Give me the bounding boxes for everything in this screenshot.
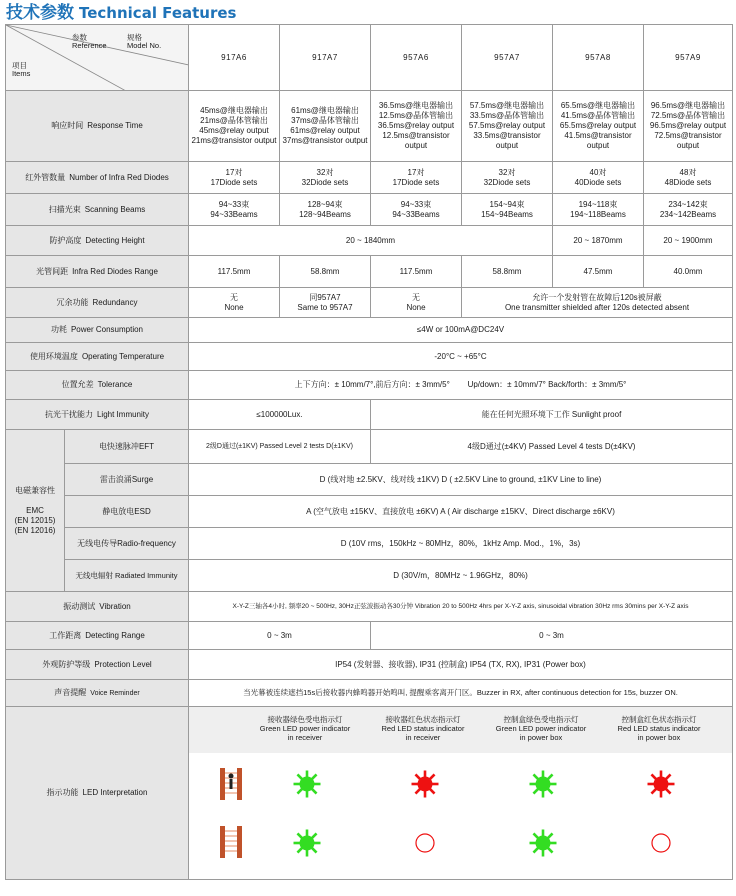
cell-led (189, 707, 733, 880)
cell-beams: 94~33束 94~33Beams (371, 194, 462, 226)
header-model-no: 规格 Model No. (127, 33, 162, 50)
cell-surge: D (线对地 ±2.5KV、线对线 ±1KV) D ( ±2.5KV Line to ground, ±1KV Line to line) (189, 464, 733, 496)
led-green-on-icon (528, 769, 558, 799)
caption-box-red: 控制盒红色状态指示灯 Red LED status indicator in power box (617, 715, 701, 742)
label-height: 防护高度 Detecting Height (6, 226, 189, 256)
cell-beams: 94~33束 94~33Beams (189, 194, 280, 226)
cell-protection: IP54 (发射器、接收器), IP31 (控制盒) IP54 (TX, RX), IP31 (Power box) (189, 650, 733, 680)
cell-redundancy: 无 None (371, 288, 462, 318)
led-red-off-icon (410, 828, 440, 858)
header-row (6, 25, 733, 91)
cell-distance-a: 0 ~ 3m (189, 622, 371, 650)
label-beams: 扫描光束 Scanning Beams (6, 194, 189, 226)
led-green-on-icon (528, 828, 558, 858)
label-surge: 雷击浪涌Surge (65, 464, 189, 496)
row-beams (6, 194, 733, 226)
cell-range: 58.8mm (280, 256, 371, 288)
cell-height-a: 20 ~ 1840mm (189, 226, 553, 256)
led-red-on-icon (410, 769, 440, 799)
row-vibration (6, 592, 733, 622)
row-redundancy (6, 288, 733, 318)
label-power: 功耗 Power Consumption (6, 318, 189, 343)
label-range: 光管间距 Infra Red Diodes Range (6, 256, 189, 288)
label-distance: 工作距离 Detecting Range (6, 622, 189, 650)
row-voice (6, 680, 733, 707)
row-radiated (6, 560, 733, 592)
cell-range: 117.5mm (189, 256, 280, 288)
cell-vibration: X-Y-Z三轴各4小时, 频率20 ~ 500Hz, 30Hz正弦波振动各30分钟 Vibration 20 to 500Hz 4hrs per X-Y-Z axis, sinusoidal vibration 30Hz rms 30mins per X-Y-Z axis (189, 592, 733, 622)
model-957a6: 957A6 (371, 25, 462, 91)
light-curtain-blocked-icon (219, 767, 243, 801)
label-esd: 静电放电ESD (65, 496, 189, 528)
cell-beams: 234~142束 234~142Beams (644, 194, 733, 226)
label-light: 抗光干扰能力 Light Immunity (6, 400, 189, 430)
caption-box-green: 控制盒绿色受电指示灯 Green LED power indicator in power box (495, 715, 587, 742)
label-response-time: 响应时间 Response Time (6, 91, 189, 162)
label-vibration: 振动测试 Vibration (6, 592, 189, 622)
model-917a7: 917A7 (280, 25, 371, 91)
header-items: 项目 Items (12, 61, 31, 78)
row-response-time (6, 91, 733, 162)
row-distance (6, 622, 733, 650)
cell-range: 40.0mm (644, 256, 733, 288)
label-led: 指示功能 LED Interpretation (6, 707, 189, 880)
cell-light-a: ≤100000Lux. (189, 400, 371, 430)
cell-range: 58.8mm (462, 256, 553, 288)
cell-power: ≤4W or 100mA@DC24V (189, 318, 733, 343)
cell-diodes: 17对 17Diode sets (371, 162, 462, 194)
led-panel (189, 707, 732, 879)
label-radio-frequency: 无线电传导Radio-frequency (65, 528, 189, 560)
cell-response: 65.5ms@继电器输出 41.5ms@晶体管输出 65.5ms@relay output 41.5ms@transistor output (553, 91, 644, 162)
light-curtain-clear-icon (219, 825, 243, 859)
label-eft: 电快速脉冲EFT (65, 430, 189, 464)
cell-redundancy: 同957A7 Same to 957A7 (280, 288, 371, 318)
cell-radio-frequency: D (10V rms，150kHz ~ 80MHz，80%，1kHz Amp. Mod.，1%，3s) (189, 528, 733, 560)
cell-height-c: 20 ~ 1900mm (644, 226, 733, 256)
cell-response: 61ms@继电器输出 37ms@晶体管输出 61ms@relay output 37ms@transistor output (280, 91, 371, 162)
model-957a8: 957A8 (553, 25, 644, 91)
cell-voice: 当光幕被连续遮挡15s后接收器内蜂鸣器开始鸣叫, 提醒乘客离开门区。Buzzer in RX, after continuous detection for 15s, buzzer ON. (189, 680, 733, 707)
row-esd (6, 496, 733, 528)
caption-rx-green: 接收器绿色受电指示灯 Green LED power indicator in receiver (259, 715, 351, 742)
cell-tolerance: 上下方向：± 10mm/7°,前后方向：± 3mm/5° Up/down：± 10mm/7° Back/forth：± 3mm/5° (189, 371, 733, 400)
cell-range: 47.5mm (553, 256, 644, 288)
cell-response: 96.5ms@继电器输出 72.5ms@晶体管输出 96.5ms@relay output 72.5ms@transistor output (644, 91, 733, 162)
header-corner (6, 25, 189, 91)
led-red-on-icon (646, 769, 676, 799)
label-radiated: 无线电辐射 Radiated Immunity (65, 560, 189, 592)
cell-beams: 128~94束 128~94Beams (280, 194, 371, 226)
cell-beams: 154~94束 154~94Beams (462, 194, 553, 226)
header-reference: 参数 Reference (72, 33, 107, 50)
cell-height-b: 20 ~ 1870mm (553, 226, 644, 256)
label-voice: 声音提醒 Voice Reminder (6, 680, 189, 707)
model-957a7: 957A7 (462, 25, 553, 91)
page-title (6, 2, 236, 24)
label-protection: 外观防护等级 Protection Level (6, 650, 189, 680)
led-green-on-icon (292, 828, 322, 858)
caption-rx-red: 接收器红色状态指示灯 Red LED status indicator in receiver (381, 715, 465, 742)
cell-esd: A (空气放电 ±15KV、直接放电 ±6KV) A ( Air discharge ±15KV、Direct discharge ±6KV) (189, 496, 733, 528)
cell-radiated: D (30V/m，80MHz ~ 1.96GHz，80%) (189, 560, 733, 592)
label-redundancy: 冗余功能 Redundancy (6, 288, 189, 318)
cell-diodes: 32对 32Diode sets (462, 162, 553, 194)
model-917a6: 917A6 (189, 25, 280, 91)
label-tolerance: 位置允差 Tolerance (6, 371, 189, 400)
cell-temperature: -20°C ~ +65°C (189, 343, 733, 371)
spec-table (5, 24, 733, 880)
row-protection (6, 650, 733, 680)
title-en: Technical Features (79, 4, 237, 22)
row-light (6, 400, 733, 430)
row-radio-frequency (6, 528, 733, 560)
cell-redundancy: 无 None (189, 288, 280, 318)
model-957a9: 957A9 (644, 25, 733, 91)
title-zh: 技术参数 (6, 3, 74, 23)
row-tolerance (6, 371, 733, 400)
cell-diodes: 40对 40Diode sets (553, 162, 644, 194)
cell-response: 36.5ms@继电器输出 12.5ms@晶体管输出 36.5ms@relay output 12.5ms@transistor output (371, 91, 462, 162)
label-diodes: 红外管数量 Number of Infra Red Diodes (6, 162, 189, 194)
cell-response: 45ms@继电器输出 21ms@晶体管输出 45ms@relay output 21ms@transistor output (189, 91, 280, 162)
cell-distance-b: 0 ~ 3m (371, 622, 733, 650)
cell-eft-b: 4级D通过(±4KV) Passed Level 4 tests D(±4KV) (371, 430, 733, 464)
row-surge (6, 464, 733, 496)
cell-beams: 194~118束 194~118Beams (553, 194, 644, 226)
cell-eft-a: 2级D通过(±1KV) Passed Level 2 tests D(±1KV) (189, 430, 371, 464)
led-red-off-icon (646, 828, 676, 858)
cell-diodes: 48对 48Diode sets (644, 162, 733, 194)
row-range (6, 256, 733, 288)
row-power (6, 318, 733, 343)
cell-diodes: 32对 32Diode sets (280, 162, 371, 194)
cell-diodes: 17对 17Diode sets (189, 162, 280, 194)
row-led (6, 707, 733, 880)
row-temperature (6, 343, 733, 371)
row-diodes (6, 162, 733, 194)
label-temperature: 使用环境温度 Operating Temperature (6, 343, 189, 371)
cell-light-b: 能在任何光照环境下工作 Sunlight proof (371, 400, 733, 430)
cell-response: 57.5ms@继电器输出 33.5ms@晶体管输出 57.5ms@relay output 33.5ms@transistor output (462, 91, 553, 162)
row-eft (6, 430, 733, 464)
row-height (6, 226, 733, 256)
cell-redundancy-shared: 允许一个发射管在故障后120s被屏蔽 One transmitter shielded after 120s detected absent (462, 288, 733, 318)
label-emc: 电磁兼容性 EMC (EN 12015) (EN 12016) (6, 430, 65, 592)
cell-range: 117.5mm (371, 256, 462, 288)
led-green-on-icon (292, 769, 322, 799)
